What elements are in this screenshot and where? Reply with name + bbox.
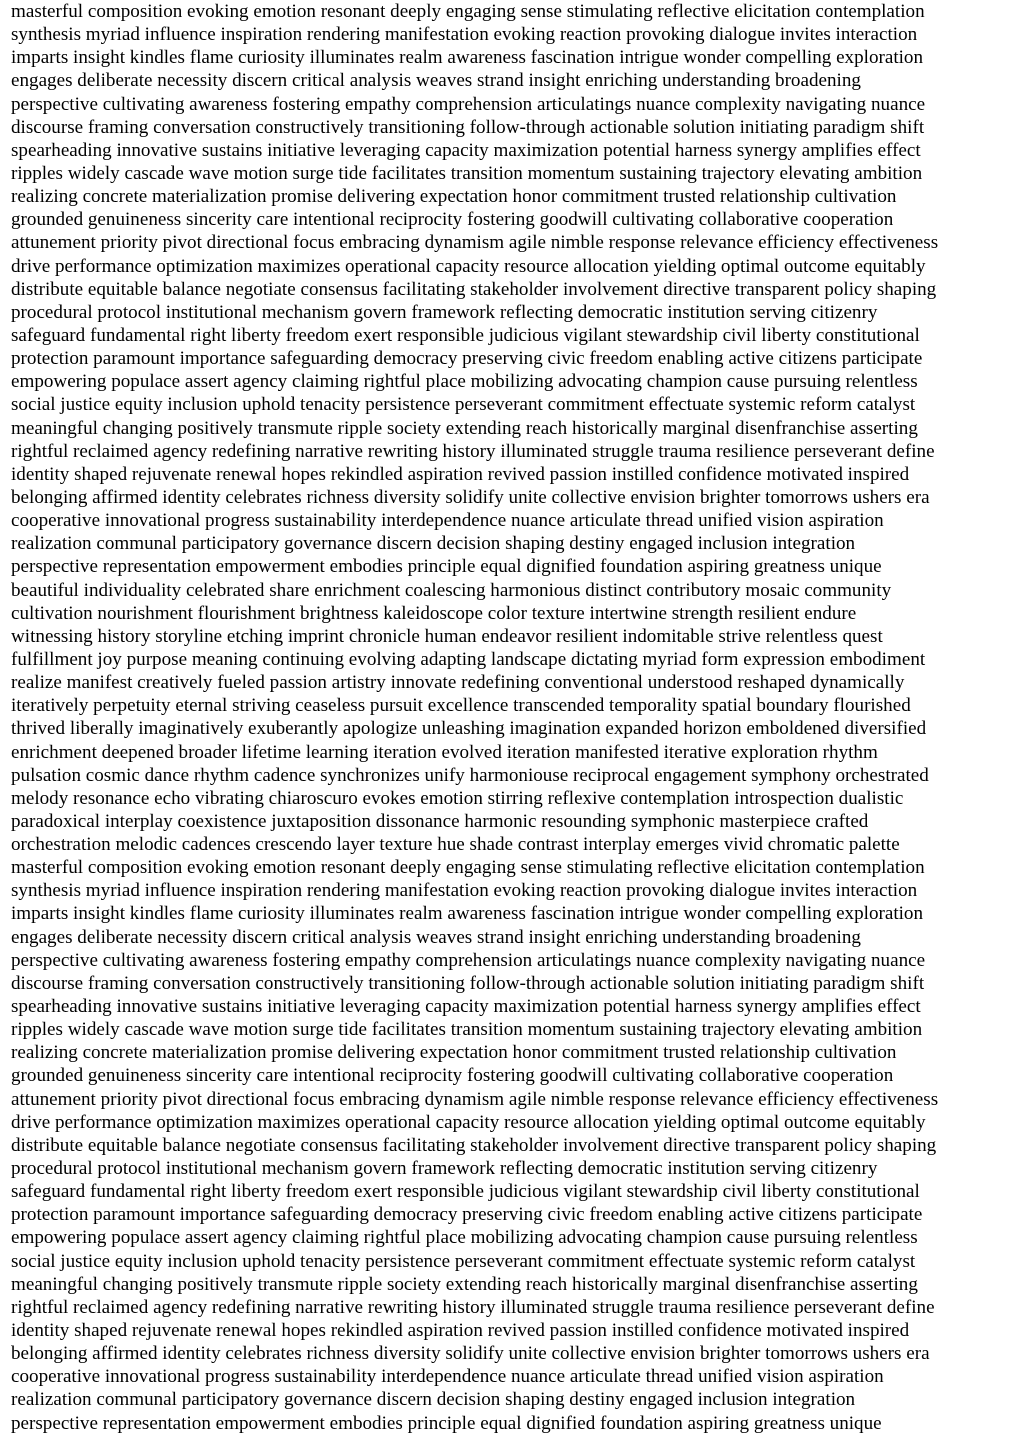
text-line: distribute equitable balance negotiate consensus facilitating stakeholder involvement directive transparent policy shaping — [11, 278, 937, 300]
text-line: discourse framing conversation constructively transitioning follow-through actionable solution initiating paradigm shift — [11, 116, 925, 138]
text-line: perspective representation empowerment embodies principle equal dignified foundation aspiring greatness unique — [11, 1412, 882, 1434]
text-line: realizing concrete materialization promise delivering expectation honor commitment trusted relationship cultivation — [11, 186, 897, 208]
text-line: safeguard fundamental right liberty freedom exert responsible judicious vigilant stewardship civil liberty constitutional — [11, 324, 920, 346]
text-line: melody resonance echo vibrating chiaroscuro evokes emotion stirring reflexive contemplation introspection dualistic — [11, 787, 904, 809]
text-line: realization communal participatory governance discern decision shaping destiny engaged inclusion integration — [11, 1389, 856, 1411]
text-line: realize manifest creatively fueled passion artistry innovate redefining conventional understood reshaped dynamically — [11, 672, 905, 694]
text-line: procedural protocol institutional mechanism govern framework reflecting democratic institution serving citizenry — [11, 301, 878, 323]
text-line: belonging affirmed identity celebrates richness diversity solidify unite collective envision brighter tomorrows ushers era — [11, 1343, 930, 1365]
text-line: iteratively perpetuity eternal striving ceaseless pursuit excellence transcended temporality spatial boundary flourished — [11, 695, 911, 717]
text-line: spearheading innovative sustains initiative leveraging capacity maximization potential harness synergy amplifies effect — [11, 996, 921, 1018]
text-line: beautiful individuality celebrated share enrichment coalescing harmonious distinct contributory mosaic community — [11, 579, 892, 601]
text-line: attunement priority pivot directional focus embracing dynamism agile nimble response relevance efficiency effectiveness — [11, 1088, 939, 1110]
text-line: imparts insight kindles flame curiosity illuminates realm awareness fascination intrigue wonder compelling exploration — [11, 47, 924, 69]
text-line: discourse framing conversation constructively transitioning follow-through actionable solution initiating paradigm shift — [11, 972, 925, 994]
text-line: procedural protocol institutional mechanism govern framework reflecting democratic institution serving citizenry — [11, 1158, 878, 1180]
text-line: drive performance optimization maximizes operational capacity resource allocation yielding optimal outcome equitably — [11, 255, 926, 277]
text-line: empowering populace assert agency claiming rightful place mobilizing advocating champion cause pursuing relentless — [11, 1227, 918, 1249]
text-line: rightful reclaimed agency redefining narrative rewriting history illuminated struggle trauma resilience perseverant define — [11, 1296, 935, 1318]
text-line: grounded genuineness sincerity care intentional reciprocity fostering goodwill cultivating collaborative cooperation — [11, 1065, 894, 1087]
text-line: engages deliberate necessity discern critical analysis weaves strand insight enriching understanding broadening — [11, 70, 861, 92]
text-line: synthesis myriad influence inspiration rendering manifestation evoking reaction provoking dialogue invites interaction — [11, 24, 918, 46]
text-line: empowering populace assert agency claiming rightful place mobilizing advocating champion cause pursuing relentless — [11, 371, 918, 393]
text-line: realization communal participatory governance discern decision shaping destiny engaged inclusion integration — [11, 533, 856, 555]
text-line: perspective representation empowerment embodies principle equal dignified foundation aspiring greatness unique — [11, 556, 882, 578]
text-line: perspective cultivating awareness fostering empathy comprehension articulatings nuance complexity navigating nuance — [11, 949, 926, 971]
text-line: engages deliberate necessity discern critical analysis weaves strand insight enriching understanding broadening — [11, 926, 861, 948]
text-line: rightful reclaimed agency redefining narrative rewriting history illuminated struggle trauma resilience perseverant define — [11, 440, 935, 462]
text-line: social justice equity inclusion uphold tenacity persistence perseverant commitment effectuate systemic reform catalyst — [11, 1250, 916, 1272]
text-line: synthesis myriad influence inspiration rendering manifestation evoking reaction provoking dialogue invites interaction — [11, 880, 918, 902]
text-line: ripples widely cascade wave motion surge tide facilitates transition momentum sustaining trajectory elevating ambition — [11, 162, 923, 184]
text-line: meaningful changing positively transmute ripple society extending reach historically marginal disenfranchise asserting — [11, 1273, 918, 1295]
text-line: protection paramount importance safeguarding democracy preserving civic freedom enabling active citizens participate — [11, 1204, 923, 1226]
text-line: meaningful changing positively transmute ripple society extending reach historically marginal disenfranchise asserting — [11, 417, 918, 439]
text-line: spearheading innovative sustains initiative leveraging capacity maximization potential harness synergy amplifies effect — [11, 139, 921, 161]
text-line: attunement priority pivot directional focus embracing dynamism agile nimble response relevance efficiency effectiveness — [11, 232, 939, 254]
text-line: drive performance optimization maximizes operational capacity resource allocation yielding optimal outcome equitably — [11, 1111, 926, 1133]
text-line: perspective cultivating awareness fostering empathy comprehension articulatings nuance complexity navigating nuance — [11, 93, 926, 115]
text-line: identity shaped rejuvenate renewal hopes rekindled aspiration revived passion instilled confidence motivated inspired — [11, 1320, 910, 1342]
text-line: witnessing history storyline etching imprint chronicle human endeavor resilient indomitable strive relentless quest — [11, 625, 883, 647]
text-line: identity shaped rejuvenate renewal hopes rekindled aspiration revived passion instilled confidence motivated inspired — [11, 463, 910, 485]
text-line: pulsation cosmic dance rhythm cadence synchronizes unify harmoniouse reciprocal engagement symphony orchestrated — [11, 764, 929, 786]
text-line: cooperative innovational progress sustainability interdependence nuance articulate thread unified vision aspiration — [11, 510, 884, 532]
text-line: masterful composition evoking emotion resonant deeply engaging sense stimulating reflective elicitation contemplation — [11, 1, 925, 22]
text-line: enrichment deepened broader lifetime learning iteration evolved iteration manifested iterative exploration rhythm — [11, 741, 878, 763]
document-body — [11, 0, 1021, 1435]
text-line: distribute equitable balance negotiate consensus facilitating stakeholder involvement directive transparent policy shaping — [11, 1134, 937, 1156]
text-line: fulfillment joy purpose meaning continuing evolving adapting landscape dictating myriad form expression embodiment — [11, 648, 926, 670]
text-line: orchestration melodic cadences crescendo layer texture hue shade contrast interplay emerges vivid chromatic palette — [11, 834, 900, 856]
text-line: social justice equity inclusion uphold tenacity persistence perseverant commitment effectuate systemic reform catalyst — [11, 394, 916, 416]
text-line: cooperative innovational progress sustainability interdependence nuance articulate thread unified vision aspiration — [11, 1366, 884, 1388]
text-line: ripples widely cascade wave motion surge tide facilitates transition momentum sustaining trajectory elevating ambition — [11, 1019, 923, 1041]
text-line: imparts insight kindles flame curiosity illuminates realm awareness fascination intrigue wonder compelling exploration — [11, 903, 924, 925]
text-line: protection paramount importance safeguarding democracy preserving civic freedom enabling active citizens participate — [11, 348, 923, 370]
text-line: safeguard fundamental right liberty freedom exert responsible judicious vigilant stewardship civil liberty constitutional — [11, 1181, 920, 1203]
text-line: paradoxical interplay coexistence juxtaposition dissonance harmonic resounding symphonic masterpiece crafted — [11, 810, 869, 832]
text-line: realizing concrete materialization promise delivering expectation honor commitment trusted relationship cultivation — [11, 1042, 897, 1064]
text-line: thrived liberally imaginatively exuberantly apologize unleashing imagination expanded horizon emboldened diversified — [11, 718, 927, 740]
text-line: masterful composition evoking emotion resonant deeply engaging sense stimulating reflective elicitation contemplation — [11, 857, 925, 879]
text-line: cultivation nourishment flourishment brightness kaleidoscope color texture intertwine strength resilient endure — [11, 602, 857, 624]
text-line: belonging affirmed identity celebrates richness diversity solidify unite collective envision brighter tomorrows ushers era — [11, 486, 930, 508]
text-document — [11, 0, 1021, 1446]
text-line: grounded genuineness sincerity care intentional reciprocity fostering goodwill cultivating collaborative cooperation — [11, 209, 894, 231]
